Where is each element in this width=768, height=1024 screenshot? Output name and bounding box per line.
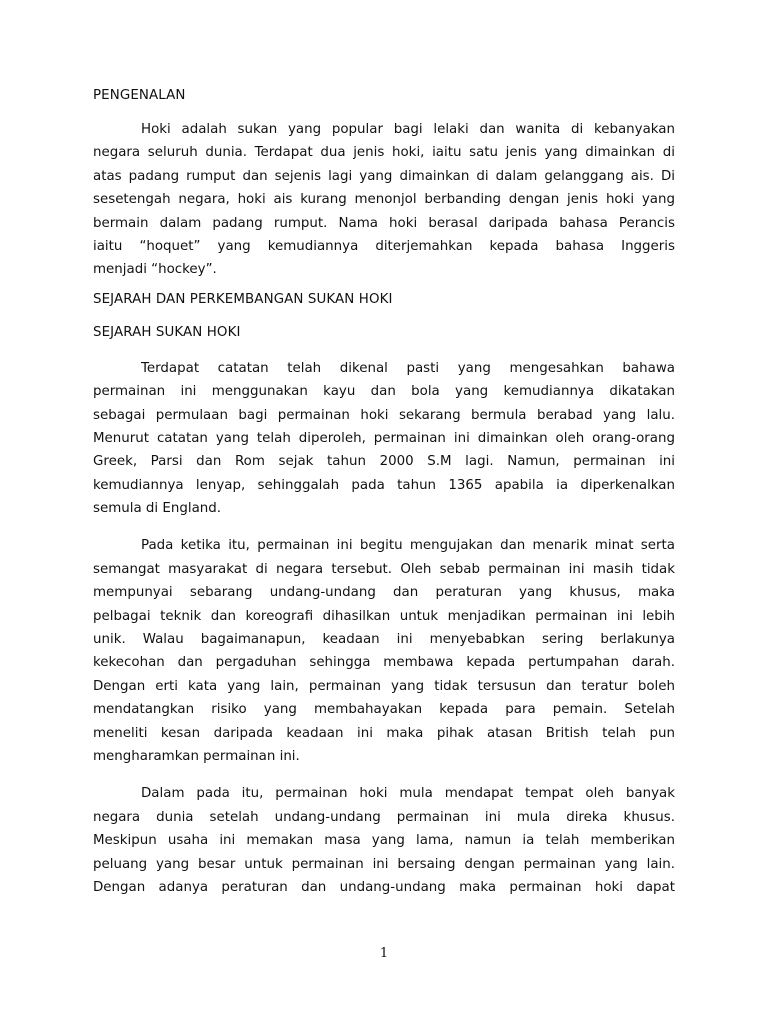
- paragraph-history-1: [93, 357, 675, 521]
- paragraph-gap: [93, 520, 675, 534]
- text-line: Dengan erti kata yang lain, permainan yang tidak tersusun dan teratur boleh: [93, 678, 675, 694]
- text-line: mengharamkan permainan ini.: [93, 748, 300, 764]
- heading-pengenalan: PENGENALAN: [93, 88, 186, 103]
- paragraph-history-2: [93, 534, 675, 768]
- text-line: Pada ketika itu, permainan ini begitu mengujakan dan menarik minat serta: [141, 538, 675, 554]
- heading-sejarah-perkembangan: SEJARAH DAN PERKEMBANGAN SUKAN HOKI: [93, 291, 393, 307]
- text-line: sebagai permulaan bagi permainan hoki sekarang bermula berabad yang lalu.: [93, 407, 675, 423]
- text-line: bermain dalam padang rumput. Nama hoki berasal daripada bahasa Perancis: [93, 215, 675, 231]
- text-line: Meskipun usaha ini memakan masa yang lama, namun ia telah memberikan: [93, 833, 675, 849]
- text-line: mendatangkan risiko yang membahayakan kepada para pemain. Setelah: [93, 702, 675, 718]
- text-line: negara dunia setelah undang-undang permainan ini mula direka khusus.: [93, 809, 675, 825]
- paragraph-gap: [93, 768, 675, 782]
- text-line: kemudiannya lenyap, sehinggalah pada tahun 1365 apabila ia diperkenalkan: [93, 477, 675, 493]
- text-line: mempunyai sebarang undang-undang dan peraturan yang khusus, maka: [93, 585, 675, 601]
- text-line: peluang yang besar untuk permainan ini bersaing dengan permainan yang lain.: [93, 856, 675, 872]
- text-line: Terdapat catatan telah dikenal pasti yang mengesahkan bahawa: [141, 360, 675, 376]
- text-line: kekecohan dan pergaduhan sehingga membawa kepada pertumpahan darah.: [93, 655, 675, 671]
- text-line: sesetengah negara, hoki ais kurang menonjol berbanding dengan jenis hoki yang: [93, 192, 675, 208]
- text-line: iaitu “hoquet” yang kemudiannya diterjemahkan kepada bahasa Inggeris: [93, 238, 675, 254]
- text-line: negara seluruh dunia. Terdapat dua jenis hoki, iaitu satu jenis yang dimainkan di: [93, 145, 675, 161]
- document-body: [93, 84, 675, 899]
- text-line: semula di England.: [93, 501, 222, 517]
- paragraph-history-3: [93, 782, 675, 899]
- page-number: 1: [379, 946, 389, 961]
- text-line: Dengan adanya peraturan dan undang-undang maka permainan hoki dapat: [93, 879, 675, 895]
- text-line: Menurut catatan yang telah diperoleh, permainan ini dimainkan oleh orang-orang: [93, 430, 675, 446]
- text-line: menjadi “hockey”.: [93, 262, 217, 278]
- text-line: pelbagai teknik dan koreografi dihasilkan untuk menjadikan permainan ini lebih: [93, 608, 675, 624]
- text-line: Greek, Parsi dan Rom sejak tahun 2000 S.M lagi. Namun, permainan ini: [93, 454, 675, 470]
- text-line: semangat masyarakat di negara tersebut. Oleh sebab permainan ini masih tidak: [93, 561, 675, 577]
- text-line: unik. Walau bagaimanapun, keadaan ini menyebabkan sering berlakunya: [93, 632, 675, 648]
- text-line: atas padang rumput dan sejenis lagi yang dimainkan di dalam gelanggang ais. Di: [93, 168, 675, 184]
- text-line: permainan ini menggunakan kayu dan bola yang kemudiannya dikatakan: [93, 384, 675, 400]
- text-line: Hoki adalah sukan yang popular bagi lelaki dan wanita di kebanyakan: [141, 122, 675, 137]
- text-line: Dalam pada itu, permainan hoki mula mendapat tempat oleh banyak: [141, 786, 675, 802]
- text-line: meneliti kesan daripada keadaan ini maka pihak atasan British telah pun: [93, 725, 675, 741]
- heading-sejarah: SEJARAH SUKAN HOKI: [93, 324, 241, 340]
- paragraph-intro: [93, 118, 675, 282]
